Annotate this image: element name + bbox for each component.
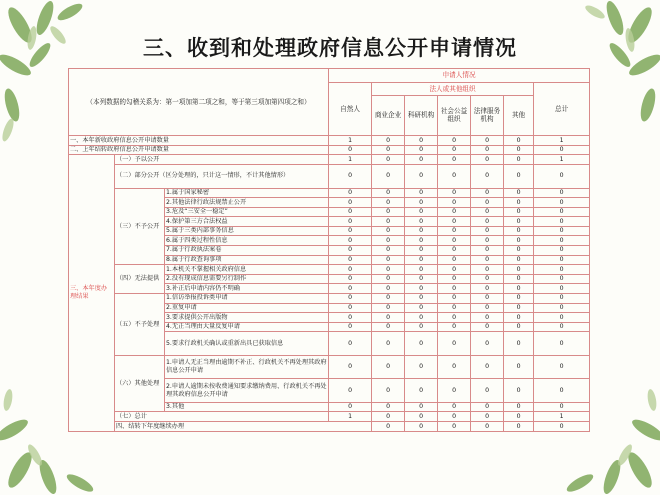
value-cell: 0 <box>504 217 534 227</box>
row-label: 2.没有现成信息需要另行制作 <box>165 274 329 284</box>
value-cell: 0 <box>534 145 590 155</box>
value-cell: 0 <box>534 332 590 355</box>
value-cell: 0 <box>504 255 534 265</box>
value-cell: 0 <box>471 236 504 246</box>
value-cell: 0 <box>329 322 372 332</box>
value-cell: 0 <box>471 217 504 227</box>
table-row <box>69 155 590 165</box>
value-cell: 0 <box>534 402 590 412</box>
value-cell: 0 <box>504 188 534 198</box>
value-cell: 0 <box>372 355 405 378</box>
value-cell: 0 <box>405 198 438 208</box>
value-cell: 0 <box>405 136 438 146</box>
value-cell: 0 <box>471 322 504 332</box>
value-cell: 0 <box>372 155 405 165</box>
value-cell: 0 <box>471 313 504 323</box>
value-cell: 0 <box>372 246 405 256</box>
value-cell: 0 <box>471 332 504 355</box>
section-label-results: 三、本年度办理结果 <box>69 155 115 432</box>
group-label-other-processing: （六）其他处理 <box>115 355 165 412</box>
row-label: 2.申请人逾期未按收费通知要求缴纳费用、行政机关不再处理其政府信息公开申请 <box>165 379 329 402</box>
row-label: 3.要求提供公开出版物 <box>165 313 329 323</box>
value-cell: 0 <box>405 402 438 412</box>
value-cell: 0 <box>405 255 438 265</box>
value-cell: 0 <box>504 136 534 146</box>
value-cell: 0 <box>438 236 471 246</box>
value-cell: 0 <box>405 412 438 422</box>
page-title: 三、收到和处理政府信息公开申请情况 <box>143 36 517 60</box>
value-cell: 0 <box>329 165 372 188</box>
value-cell: 0 <box>405 274 438 284</box>
header-law: 法律服务机构 <box>471 95 504 136</box>
value-cell: 0 <box>372 284 405 294</box>
value-cell: 0 <box>372 255 405 265</box>
value-cell: 0 <box>329 207 372 217</box>
value-cell: 0 <box>438 198 471 208</box>
value-cell: 0 <box>534 294 590 304</box>
value-cell: 0 <box>438 226 471 236</box>
table-row <box>69 265 590 275</box>
value-cell: 0 <box>438 246 471 256</box>
value-cell: 0 <box>405 322 438 332</box>
value-cell: 1 <box>534 412 590 422</box>
value-cell: 0 <box>438 207 471 217</box>
value-cell: 0 <box>329 226 372 236</box>
value-cell: 0 <box>405 313 438 323</box>
value-cell: 0 <box>372 422 405 432</box>
value-cell: 0 <box>372 265 405 275</box>
value-cell: 0 <box>405 422 438 432</box>
value-cell: 0 <box>372 274 405 284</box>
row-label: 3.补正后申请内容仍不明确 <box>165 284 329 294</box>
value-cell: 0 <box>534 207 590 217</box>
value-cell: 0 <box>534 226 590 236</box>
value-cell: 0 <box>372 294 405 304</box>
value-cell: 0 <box>438 379 471 402</box>
value-cell: 0 <box>329 379 372 402</box>
value-cell: 0 <box>504 198 534 208</box>
value-cell: 0 <box>504 412 534 422</box>
value-cell: 0 <box>329 355 372 378</box>
value-cell: 0 <box>471 284 504 294</box>
group-label-partial: （二）部分公开（区分处理的，只计这一情形，不计其他情形） <box>115 165 329 188</box>
value-cell: 0 <box>329 402 372 412</box>
header-other: 其他 <box>504 95 534 136</box>
value-cell: 0 <box>471 402 504 412</box>
value-cell: 0 <box>438 422 471 432</box>
table-row <box>69 136 590 146</box>
value-cell: 0 <box>405 303 438 313</box>
value-cell: 0 <box>372 145 405 155</box>
value-cell: 0 <box>534 246 590 256</box>
value-cell: 0 <box>438 145 471 155</box>
row-label: 1.申请人无正当理由逾期不补正、行政机关不再处理其政府信息公开申请 <box>165 355 329 378</box>
value-cell: 0 <box>471 303 504 313</box>
value-cell: 0 <box>329 188 372 198</box>
value-cell: 0 <box>438 355 471 378</box>
table-row <box>69 165 590 188</box>
table-row <box>69 145 590 155</box>
value-cell: 0 <box>534 379 590 402</box>
value-cell: 0 <box>405 165 438 188</box>
value-cell: 0 <box>534 217 590 227</box>
value-cell: 0 <box>534 165 590 188</box>
value-cell: 0 <box>504 422 534 432</box>
value-cell: 0 <box>329 217 372 227</box>
value-cell: 0 <box>504 226 534 236</box>
value-cell: 0 <box>504 236 534 246</box>
value-cell: 0 <box>438 322 471 332</box>
value-cell: 0 <box>329 236 372 246</box>
value-cell: 0 <box>471 188 504 198</box>
value-cell: 0 <box>534 236 590 246</box>
value-cell: 0 <box>438 313 471 323</box>
value-cell: 0 <box>534 355 590 378</box>
table-row <box>69 188 590 198</box>
value-cell: 0 <box>438 284 471 294</box>
value-cell: 0 <box>534 274 590 284</box>
value-cell: 0 <box>405 332 438 355</box>
value-cell: 0 <box>471 155 504 165</box>
value-cell: 0 <box>405 226 438 236</box>
value-cell: 0 <box>534 265 590 275</box>
value-cell: 0 <box>438 136 471 146</box>
row-label: 1.本机关不掌握相关政府信息 <box>165 265 329 275</box>
value-cell: 0 <box>372 188 405 198</box>
row-label: 2.其他法律行政法规禁止公开 <box>165 198 329 208</box>
header-social: 社会公益组织 <box>438 95 471 136</box>
value-cell: 0 <box>471 207 504 217</box>
header-research: 科研机构 <box>405 95 438 136</box>
value-cell: 0 <box>471 265 504 275</box>
value-cell: 0 <box>405 145 438 155</box>
value-cell: 0 <box>329 303 372 313</box>
value-cell: 0 <box>504 322 534 332</box>
row-label: 二、上年结转政府信息公开申请数量 <box>69 145 329 155</box>
row-label: 7.属于行政执法案卷 <box>165 246 329 256</box>
header-applicant-group: 申请人情况 <box>329 69 590 83</box>
application-statistics-table <box>68 68 590 432</box>
value-cell: 0 <box>438 412 471 422</box>
table-row <box>69 412 590 422</box>
value-cell: 0 <box>534 313 590 323</box>
value-cell: 0 <box>471 412 504 422</box>
header-total: 总计 <box>534 82 590 135</box>
value-cell: 0 <box>372 136 405 146</box>
value-cell: 0 <box>504 303 534 313</box>
group-label-open: （一）予以公开 <box>115 155 329 165</box>
row-label: 1.信访举报投诉类申请 <box>165 294 329 304</box>
value-cell: 0 <box>372 303 405 313</box>
table-row <box>69 294 590 304</box>
value-cell: 0 <box>372 412 405 422</box>
row-label: 2.重复申请 <box>165 303 329 313</box>
row-label: 5.要求行政机关确认或重新出具已获取信息 <box>165 332 329 355</box>
value-cell: 0 <box>471 165 504 188</box>
value-cell: 1 <box>534 136 590 146</box>
value-cell: 0 <box>438 294 471 304</box>
value-cell: 0 <box>471 226 504 236</box>
value-cell: 0 <box>504 379 534 402</box>
value-cell: 0 <box>534 322 590 332</box>
value-cell: 0 <box>504 284 534 294</box>
value-cell: 0 <box>471 274 504 284</box>
value-cell: 0 <box>504 313 534 323</box>
value-cell: 0 <box>405 284 438 294</box>
value-cell: 0 <box>471 198 504 208</box>
value-cell: 0 <box>405 355 438 378</box>
value-cell: 0 <box>405 188 438 198</box>
value-cell: 0 <box>471 379 504 402</box>
value-cell: 0 <box>405 217 438 227</box>
value-cell: 1 <box>329 155 372 165</box>
value-cell: 0 <box>534 188 590 198</box>
value-cell: 0 <box>405 236 438 246</box>
value-cell: 0 <box>438 165 471 188</box>
value-cell: 0 <box>438 332 471 355</box>
value-cell: 1 <box>329 136 372 146</box>
value-cell: 0 <box>405 207 438 217</box>
value-cell: 0 <box>534 198 590 208</box>
value-cell: 0 <box>438 303 471 313</box>
value-cell: 0 <box>372 322 405 332</box>
value-cell: 0 <box>504 246 534 256</box>
row-label: 一、本年新收政府信息公开申请数量 <box>69 136 329 146</box>
value-cell: 1 <box>534 155 590 165</box>
header-natural-person: 自然人 <box>329 82 372 135</box>
value-cell: 0 <box>372 217 405 227</box>
value-cell: 0 <box>372 313 405 323</box>
value-cell: 0 <box>438 255 471 265</box>
value-cell: 0 <box>504 294 534 304</box>
value-cell: 0 <box>405 265 438 275</box>
value-cell: 0 <box>329 332 372 355</box>
value-cell: 0 <box>504 145 534 155</box>
value-cell: 0 <box>504 165 534 188</box>
group-label-total: （七）总计 <box>115 412 329 422</box>
header-legal-group: 法人或其他组织 <box>372 82 534 95</box>
value-cell: 0 <box>372 207 405 217</box>
value-cell: 0 <box>438 155 471 165</box>
value-cell: 0 <box>471 246 504 256</box>
value-cell: 0 <box>438 265 471 275</box>
row-label: 四、结转下年度继续办理 <box>115 422 372 432</box>
value-cell: 0 <box>329 313 372 323</box>
value-cell: 0 <box>329 265 372 275</box>
value-cell: 0 <box>504 155 534 165</box>
value-cell: 0 <box>471 136 504 146</box>
value-cell: 0 <box>471 422 504 432</box>
group-label-not-processed: （五）不予处理 <box>115 294 165 356</box>
value-cell: 0 <box>438 402 471 412</box>
value-cell: 0 <box>405 379 438 402</box>
value-cell: 0 <box>372 402 405 412</box>
value-cell: 0 <box>329 294 372 304</box>
value-cell: 0 <box>372 165 405 188</box>
row-label: 4.保护第三方合法权益 <box>165 217 329 227</box>
value-cell: 0 <box>438 188 471 198</box>
group-label-unavailable: （四）无法提供 <box>115 265 165 294</box>
value-cell: 0 <box>329 246 372 256</box>
value-cell: 0 <box>329 284 372 294</box>
value-cell: 0 <box>471 145 504 155</box>
value-cell: 0 <box>504 402 534 412</box>
value-cell: 0 <box>405 155 438 165</box>
value-cell: 0 <box>372 332 405 355</box>
value-cell: 0 <box>405 246 438 256</box>
value-cell: 0 <box>329 255 372 265</box>
value-cell: 0 <box>504 355 534 378</box>
value-cell: 0 <box>471 294 504 304</box>
row-label: 8.属于行政查询事项 <box>165 255 329 265</box>
value-cell: 0 <box>504 207 534 217</box>
row-label: 1.属于国家秘密 <box>165 188 329 198</box>
value-cell: 0 <box>405 294 438 304</box>
value-cell: 0 <box>504 274 534 284</box>
table-row <box>69 422 590 432</box>
value-cell: 0 <box>438 217 471 227</box>
value-cell: 0 <box>372 379 405 402</box>
value-cell: 0 <box>534 255 590 265</box>
value-cell: 1 <box>329 412 372 422</box>
group-label-withhold: （三）不予公开 <box>115 188 165 265</box>
value-cell: 0 <box>534 303 590 313</box>
value-cell: 0 <box>329 274 372 284</box>
value-cell: 0 <box>534 284 590 294</box>
row-label: 5.属于三类内部事务信息 <box>165 226 329 236</box>
row-label: 6.属于四类过程性信息 <box>165 236 329 246</box>
value-cell: 0 <box>504 332 534 355</box>
value-cell: 0 <box>372 198 405 208</box>
value-cell: 0 <box>504 265 534 275</box>
value-cell: 0 <box>534 422 590 432</box>
row-label: 4.无正当理由大量反复申请 <box>165 322 329 332</box>
value-cell: 0 <box>471 255 504 265</box>
value-cell: 0 <box>372 236 405 246</box>
value-cell: 0 <box>438 274 471 284</box>
table-row <box>69 355 590 378</box>
value-cell: 0 <box>372 226 405 236</box>
value-cell: 0 <box>329 145 372 155</box>
header-note: （本列数据的勾稽关系为：第一项加第二项之和，等于第三项加第四项之和） <box>69 69 329 136</box>
header-business: 商业企业 <box>372 95 405 136</box>
row-label: 3.其他 <box>165 402 329 412</box>
row-label: 3.危及“三安全一稳定” <box>165 207 329 217</box>
value-cell: 0 <box>329 198 372 208</box>
value-cell: 0 <box>471 355 504 378</box>
